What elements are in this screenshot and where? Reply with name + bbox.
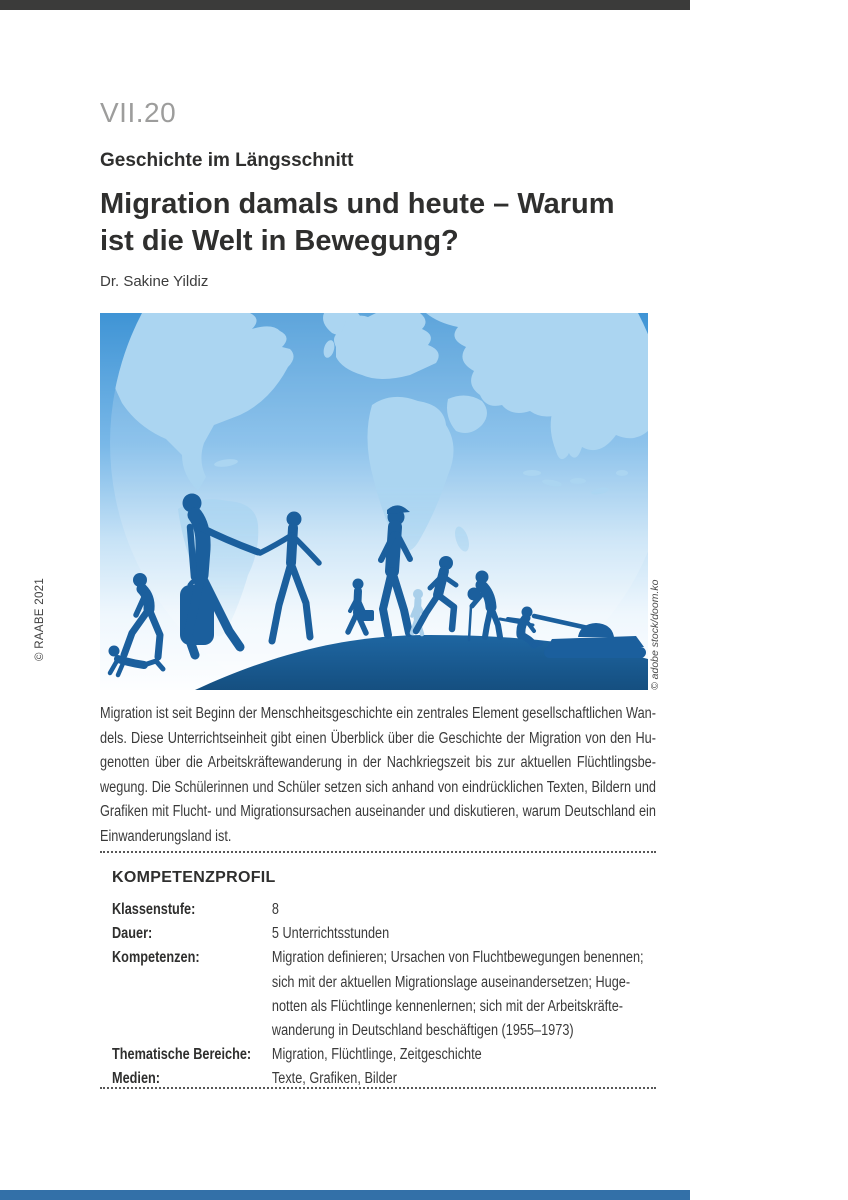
row-label: Thematische Bereiche: <box>112 1046 252 1064</box>
intro-line: Einwanderungsland ist. <box>100 827 232 845</box>
row-label: Dauer: <box>112 925 153 943</box>
briefcase <box>360 610 374 621</box>
top-rule-bar <box>0 0 690 10</box>
row-value-line: wanderung in Deutschland beschäftigen (1955–1973) <box>271 1022 574 1040</box>
row-label: Medien: <box>112 1070 161 1088</box>
intro-line: dels. Diese Unterrichtseinheit gibt einen Überblick über die Geschichte der Migration von den Hu- <box>100 729 656 747</box>
table-row <box>112 946 658 1043</box>
island <box>570 478 586 484</box>
intro-paragraph <box>100 702 656 850</box>
row-value: 8 <box>271 901 279 918</box>
page-label: VII.20 <box>100 97 177 128</box>
cover-illustration <box>100 313 648 690</box>
copyright-raabe: © RAABE 2021 <box>34 577 46 661</box>
table-row <box>112 922 658 946</box>
row-label: Kompetenzen: <box>112 949 200 967</box>
row-value-line: sich mit der aktuellen Migrationslage auseinandersetzen; Huge- <box>271 973 631 991</box>
series-title: Geschichte im Längsschnitt <box>100 150 354 171</box>
dotted-divider-bottom <box>100 1087 656 1089</box>
page-title-line2: ist die Welt in Bewegung? <box>100 225 459 257</box>
tank-tracks <box>544 647 646 658</box>
migration-illustration <box>100 313 648 690</box>
page-title <box>100 186 615 260</box>
table-row <box>112 1043 658 1067</box>
island <box>616 470 628 476</box>
kompetenzprofil-table <box>112 898 658 1092</box>
intro-line: genotten über die Arbeitskräftewanderung in der Nachkriegszeit bis zur aktuellen Flüchtlingsbe- <box>100 754 656 772</box>
row-value <box>272 946 658 1043</box>
row-value: Migration, Flüchtlinge, Zeitgeschichte <box>271 1046 482 1064</box>
row-value: 5 Unterrichtsstunden <box>271 925 390 943</box>
author-name: Dr. Sakine Yildiz <box>100 273 209 290</box>
intro-line: Grafiken mit Flucht- und Migrationsursachen auseinander und diskutieren, warum Deutschland ein <box>100 803 656 821</box>
bottom-rule-bar <box>0 1190 690 1200</box>
intro-line: Migration ist seit Beginn der Menschheitsgeschichte ein zentrales Element gesellschaftlichen Wan- <box>100 705 656 722</box>
row-value-line: Migration definieren; Ursachen von Fluchtbewegungen benennen; <box>271 949 644 967</box>
page-title-line1: Migration damals und heute – Warum <box>100 188 615 220</box>
table-row <box>112 898 658 922</box>
row-value: Texte, Grafiken, Bilder <box>271 1070 397 1088</box>
kompetenzprofil-heading: KOMPETENZPROFIL <box>112 869 276 886</box>
image-credit: © adobe stock/doom.ko <box>649 579 661 690</box>
island <box>523 470 541 476</box>
intro-line: wegung. Die Schülerinnen und Schüler setzen sich anhand von eindrücklichen Texten, Bildern und <box>100 778 656 796</box>
dotted-divider-top <box>100 851 656 853</box>
row-label: Klassenstufe: <box>112 901 196 918</box>
row-value-line: notten als Flüchtlinge kennenlernen; sich mit der Arbeitskräfte- <box>271 997 624 1015</box>
